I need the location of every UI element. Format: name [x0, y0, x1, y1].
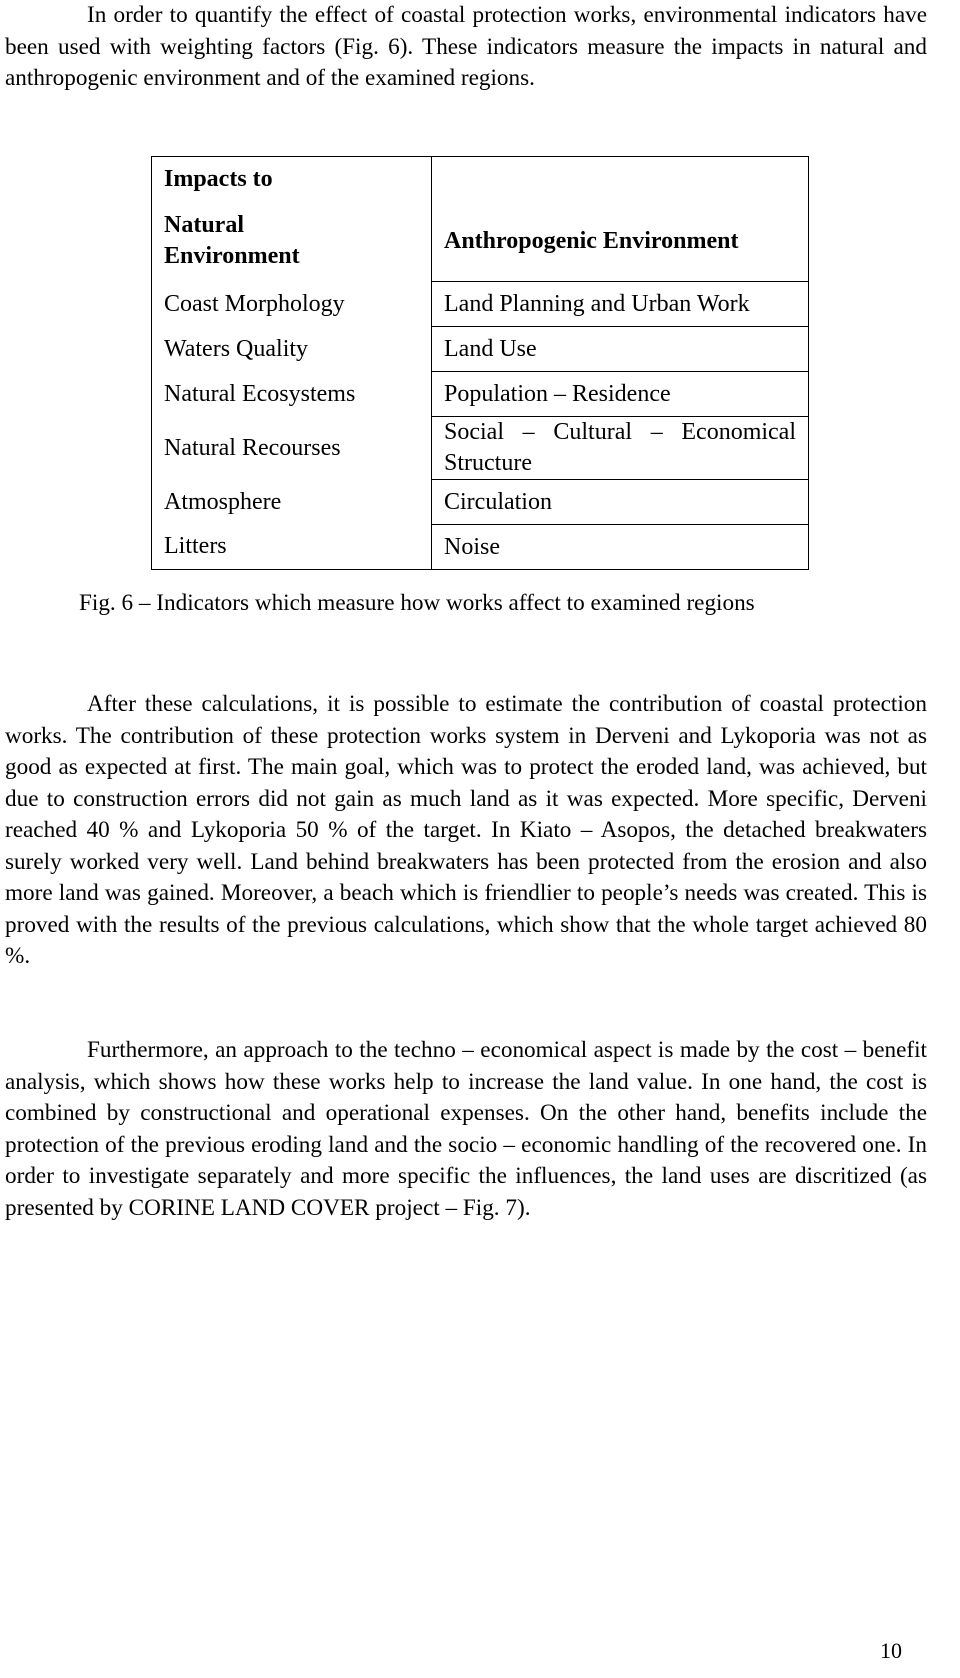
indicators-table	[151, 156, 809, 570]
table-row	[152, 417, 809, 480]
table-row	[152, 372, 809, 417]
impacts-to-header: Impacts to	[152, 157, 432, 202]
anthropogenic-indicator-cell: Land Use	[432, 327, 809, 372]
anthropogenic-indicator-cell: Land Planning and Urban Work	[432, 282, 809, 327]
anthropogenic-indicator-cell: Circulation	[432, 480, 809, 525]
natural-indicator-cell: Natural Recourses	[152, 417, 432, 480]
intro-paragraph: In order to quantify the effect of coastal protection works, environmental indicators have been used with weighting factors (Fig. 6). These indicators measure the impacts in natural and anthropogenic environment and of the examined regions.	[5, 2, 927, 91]
header-spacer	[432, 157, 809, 202]
table-subheader-row	[152, 201, 809, 282]
natural-indicator-cell: Waters Quality	[152, 327, 432, 372]
page-number: 10	[880, 1638, 902, 1663]
natural-indicator-cell: Natural Ecosystems	[152, 372, 432, 417]
table-header-row	[152, 157, 809, 202]
table-row	[152, 525, 809, 570]
anthropogenic-environment-header: Anthropogenic Environment	[432, 201, 809, 282]
anthropogenic-indicator-cell: Noise	[432, 525, 809, 570]
table-row	[152, 282, 809, 327]
natural-header-line1: Natural	[164, 212, 244, 239]
anthropogenic-indicator-cell: Social – Cultural – Economical Structure	[432, 417, 809, 480]
results-paragraph: After these calculations, it is possible to estimate the contribution of coastal protection works. The contribution of these protection works system in Derveni and Lykoporia was not as good as expected at first. The main goal, which was to protect the eroded land, was achieved, but due to construction errors did not gain as much land as it was expected. More specific, Derveni reached 40 % and Lykoporia 50 % of the target. In Kiato – Asopos, the detached breakwaters surely worked very well. Land behind breakwaters has been protected from the erosion and also more land was gained. Moreover, a beach which is friendlier to people’s needs was created. This is proved with the results of the previous calculations, which show that the whole target achieved 80 %.	[5, 691, 927, 969]
figure-caption: Fig. 6 – Indicators which measure how works affect to examined regions	[79, 590, 755, 616]
anthropogenic-indicator-cell: Population – Residence	[432, 372, 809, 417]
natural-indicator-cell: Coast Morphology	[152, 282, 432, 327]
natural-indicator-cell: Atmosphere	[152, 480, 432, 525]
natural-indicator-cell: Litters	[152, 525, 432, 570]
table-row	[152, 327, 809, 372]
table-row	[152, 480, 809, 525]
natural-header-line2: Environment	[164, 243, 300, 270]
cost-benefit-paragraph: Furthermore, an approach to the techno – economical aspect is made by the cost – benefit analysis, which shows how these works help to increase the land value. In one hand, the cost is combined by constructional and operational expenses. On the other hand, benefits include the protection of the previous eroding land and the socio – economic handling of the recovered one. In order to investigate separately and more specific the influences, the land uses are discritized (as presented by CORINE LAND COVER project – Fig. 7).	[5, 1037, 927, 1221]
natural-environment-header	[152, 201, 432, 282]
